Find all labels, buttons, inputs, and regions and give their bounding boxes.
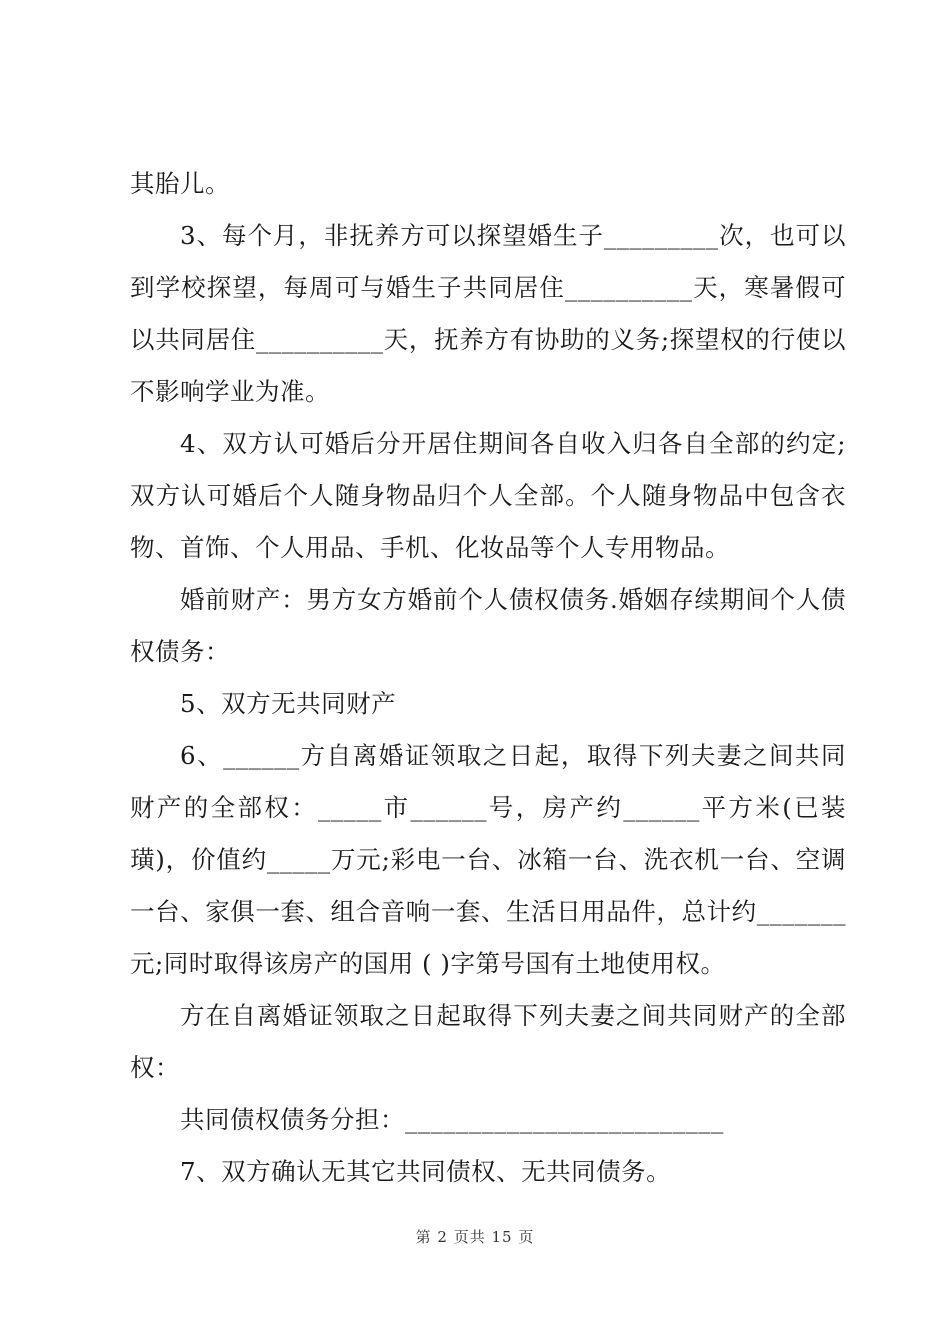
paragraph-other-party-property: 方在自离婚证领取之日起取得下列夫妻之间共同财产的全部权： <box>130 1001 846 1082</box>
paragraph-continuation: 其胎儿。 <box>130 169 230 198</box>
paragraph-visitation: 3、每个月，非抚养方可以探望婚生子_________次，也可以到学校探望，每周可与婚生子共同居住__________天，寒暑假可以共同居住__________天，抚养方有协助的义务;探望权的行使以不影响学业为准。 <box>130 221 846 406</box>
paragraph-debt-sharing: 共同债权债务分担：_________________________ <box>180 1105 724 1134</box>
paragraph-property-division: 6、______方自离婚证领取之日起，取得下列夫妻之间共同财产的全部权：_____市______号，房产约______平方米(已装璜)，价值约_____万元;彩电一台、冰箱一台、洗衣机一台、空调一台、家俱一套、组合音响一套、生活日用品件，总计约_______元;同时取得该房产的国用 ( )字第号国有土地使用权。 <box>130 741 846 978</box>
paragraph-no-common-debt: 7、双方确认无其它共同债权、无共同债务。 <box>180 1157 672 1186</box>
document-body <box>130 158 846 1198</box>
paragraph-no-common-property: 5、双方无共同财产 <box>180 689 397 718</box>
paragraph-personal-income: 4、双方认可婚后分开居住期间各自收入归各自全部的约定;双方认可婚后个人随身物品归个人全部。个人随身物品中包含衣物、首饰、个人用品、手机、化妆品等个人专用物品。 <box>130 429 846 562</box>
paragraph-premarital-property: 婚前财产：男方女方婚前个人债权债务.婚姻存续期间个人债权债务： <box>130 585 846 666</box>
page-number-footer: 第 2 页共 15 页 <box>415 1228 535 1246</box>
